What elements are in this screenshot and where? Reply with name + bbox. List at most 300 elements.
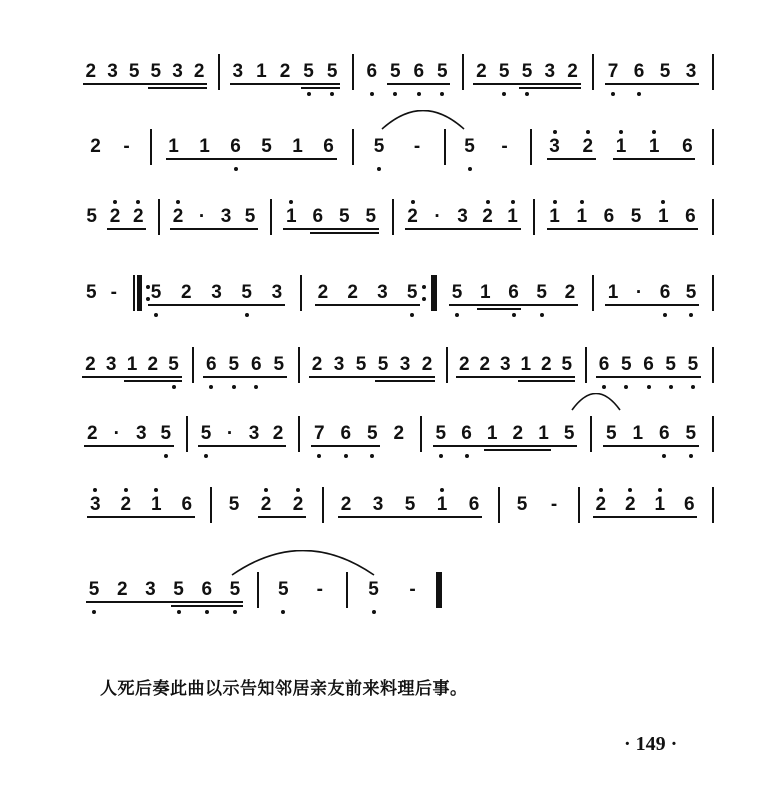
underline-rhythm bbox=[148, 87, 207, 89]
note-6: 6 bbox=[181, 494, 193, 515]
note-3: 3 bbox=[685, 61, 697, 82]
note-5: 5 bbox=[128, 61, 140, 82]
dash-sustain: - bbox=[123, 136, 130, 157]
dot-extension: · bbox=[113, 423, 120, 444]
barline bbox=[530, 129, 532, 165]
underline-rhythm bbox=[83, 83, 207, 85]
note-2: 2 bbox=[86, 423, 98, 444]
note-2: 2 bbox=[311, 354, 323, 375]
note-5: 5 bbox=[86, 206, 97, 227]
barline bbox=[270, 199, 272, 235]
low-octave-dot bbox=[370, 454, 374, 458]
low-octave-dot bbox=[164, 454, 168, 458]
barline bbox=[298, 416, 300, 452]
barline bbox=[300, 275, 302, 311]
note-5: 5 bbox=[685, 423, 697, 444]
low-octave-dot bbox=[663, 313, 667, 317]
note-3: 3 bbox=[89, 494, 101, 515]
low-octave-dot bbox=[92, 610, 96, 614]
low-octave-dot bbox=[439, 454, 443, 458]
note-6: 6 bbox=[508, 282, 519, 303]
low-octave-dot bbox=[611, 92, 615, 96]
caption-text: 人死后奏此曲以示告知邻居亲友前来料理后事。 bbox=[100, 679, 468, 699]
underline-rhythm bbox=[166, 158, 337, 160]
dot-extension: · bbox=[198, 206, 206, 227]
underline-rhythm bbox=[405, 228, 521, 230]
high-octave-dot bbox=[553, 130, 557, 134]
underline-rhythm bbox=[311, 445, 380, 447]
low-octave-dot bbox=[512, 313, 516, 317]
high-octave-dot bbox=[586, 130, 590, 134]
note-6: 6 bbox=[603, 206, 615, 227]
note-5: 5 bbox=[435, 423, 447, 444]
low-octave-dot bbox=[154, 313, 158, 317]
note-6: 6 bbox=[366, 61, 378, 82]
note-5: 5 bbox=[665, 354, 676, 375]
barline bbox=[712, 275, 714, 311]
underline-rhythm bbox=[107, 228, 146, 230]
low-octave-dot bbox=[205, 610, 209, 614]
dash-sustain: - bbox=[110, 282, 117, 303]
barline bbox=[592, 275, 594, 311]
high-octave-dot bbox=[628, 488, 632, 492]
note-5: 5 bbox=[389, 61, 401, 82]
low-octave-dot bbox=[307, 92, 311, 96]
note-1: 1 bbox=[538, 423, 549, 444]
note-5: 5 bbox=[605, 423, 617, 444]
note-1: 1 bbox=[615, 136, 627, 157]
note-6: 6 bbox=[598, 354, 610, 375]
barline bbox=[133, 275, 135, 311]
note-2: 2 bbox=[90, 136, 101, 157]
note-2: 2 bbox=[116, 579, 128, 600]
note-2: 2 bbox=[458, 354, 470, 375]
note-5: 5 bbox=[160, 423, 172, 444]
note-5: 5 bbox=[563, 423, 575, 444]
high-octave-dot bbox=[296, 488, 300, 492]
note-1: 1 bbox=[436, 494, 448, 515]
low-octave-dot bbox=[691, 385, 695, 389]
tie-slur bbox=[570, 393, 622, 411]
underline-rhythm bbox=[519, 87, 581, 89]
barline bbox=[712, 347, 714, 383]
note-1: 1 bbox=[576, 206, 588, 227]
note-2: 2 bbox=[317, 282, 329, 303]
high-octave-dot bbox=[652, 130, 656, 134]
note-3: 3 bbox=[399, 354, 411, 375]
high-octave-dot bbox=[113, 200, 117, 204]
note-6: 6 bbox=[323, 136, 334, 157]
dash-sustain: - bbox=[413, 136, 421, 157]
dot-extension: · bbox=[226, 423, 234, 444]
final-barline bbox=[436, 572, 441, 608]
high-octave-dot bbox=[599, 488, 603, 492]
tie-slur bbox=[380, 110, 466, 130]
underline-rhythm bbox=[603, 445, 699, 447]
barline bbox=[712, 416, 714, 452]
note-2: 2 bbox=[109, 206, 121, 227]
note-2: 2 bbox=[85, 354, 96, 375]
note-5: 5 bbox=[498, 61, 510, 82]
underline-rhythm bbox=[310, 232, 379, 234]
barline bbox=[192, 347, 194, 383]
barline bbox=[352, 129, 354, 165]
note-3: 3 bbox=[499, 354, 511, 375]
barline bbox=[712, 199, 714, 235]
low-octave-dot bbox=[344, 454, 348, 458]
barline bbox=[712, 54, 714, 90]
low-octave-dot bbox=[232, 385, 236, 389]
note-1: 1 bbox=[150, 494, 162, 515]
underline-rhythm bbox=[86, 601, 243, 603]
note-6: 6 bbox=[468, 494, 480, 515]
high-octave-dot bbox=[553, 200, 557, 204]
note-5: 5 bbox=[368, 579, 379, 600]
note-2: 2 bbox=[172, 206, 184, 227]
high-octave-dot bbox=[176, 200, 180, 204]
note-5: 5 bbox=[436, 61, 448, 82]
low-octave-dot bbox=[689, 454, 693, 458]
note-5: 5 bbox=[521, 61, 533, 82]
note-1: 1 bbox=[657, 206, 669, 227]
barline bbox=[257, 572, 259, 608]
barline bbox=[592, 54, 594, 90]
barline bbox=[446, 347, 448, 383]
note-7: 7 bbox=[607, 61, 619, 82]
underline-rhythm bbox=[605, 83, 699, 85]
note-3: 3 bbox=[172, 61, 183, 82]
note-2: 2 bbox=[340, 494, 352, 515]
note-6: 6 bbox=[633, 61, 645, 82]
note-6: 6 bbox=[205, 354, 217, 375]
underline-rhythm bbox=[203, 376, 287, 378]
high-octave-dot bbox=[136, 200, 140, 204]
underline-rhythm bbox=[258, 516, 306, 518]
low-octave-dot bbox=[669, 385, 673, 389]
note-5: 5 bbox=[261, 136, 272, 157]
note-5: 5 bbox=[366, 423, 378, 444]
note-6: 6 bbox=[682, 136, 693, 157]
underline-rhythm bbox=[477, 308, 521, 310]
underline-rhythm bbox=[593, 516, 698, 518]
underline-rhythm bbox=[613, 158, 695, 160]
note-3: 3 bbox=[549, 136, 560, 157]
note-1: 1 bbox=[199, 136, 210, 157]
note-5: 5 bbox=[451, 282, 463, 303]
low-octave-dot bbox=[372, 610, 376, 614]
low-octave-dot bbox=[209, 385, 213, 389]
note-5: 5 bbox=[229, 579, 241, 600]
repeat-end-thick bbox=[431, 275, 436, 311]
low-octave-dot bbox=[317, 454, 321, 458]
note-3: 3 bbox=[457, 206, 468, 227]
repeat-dot bbox=[422, 285, 426, 289]
note-5: 5 bbox=[150, 61, 162, 82]
high-octave-dot bbox=[124, 488, 128, 492]
low-octave-dot bbox=[602, 385, 606, 389]
underline-rhythm bbox=[170, 228, 258, 230]
note-2: 2 bbox=[260, 494, 272, 515]
note-2: 2 bbox=[193, 61, 205, 82]
low-octave-dot bbox=[204, 454, 208, 458]
note-5: 5 bbox=[373, 136, 385, 157]
note-6: 6 bbox=[413, 61, 425, 82]
underline-rhythm bbox=[171, 605, 243, 607]
note-2: 2 bbox=[512, 423, 524, 444]
underline-rhythm bbox=[518, 380, 575, 382]
underline-rhythm bbox=[484, 449, 551, 451]
high-octave-dot bbox=[264, 488, 268, 492]
note-2: 2 bbox=[564, 282, 576, 303]
note-2: 2 bbox=[272, 423, 284, 444]
barline bbox=[420, 416, 422, 452]
underline-rhythm bbox=[148, 304, 285, 306]
note-2: 2 bbox=[479, 354, 491, 375]
low-octave-dot bbox=[637, 92, 641, 96]
high-octave-dot bbox=[440, 488, 444, 492]
underline-rhythm bbox=[596, 376, 701, 378]
repeat-start-thick bbox=[137, 275, 142, 311]
high-octave-dot bbox=[511, 200, 515, 204]
note-6: 6 bbox=[340, 423, 352, 444]
high-octave-dot bbox=[93, 488, 97, 492]
low-octave-dot bbox=[234, 167, 238, 171]
note-2: 2 bbox=[567, 61, 578, 82]
note-5: 5 bbox=[621, 354, 632, 375]
low-octave-dot bbox=[440, 92, 444, 96]
barline bbox=[585, 347, 587, 383]
note-3: 3 bbox=[333, 354, 345, 375]
underline-rhythm bbox=[433, 445, 577, 447]
low-octave-dot bbox=[370, 92, 374, 96]
low-octave-dot bbox=[540, 313, 544, 317]
note-1: 1 bbox=[507, 206, 518, 227]
note-6: 6 bbox=[201, 579, 213, 600]
note-5: 5 bbox=[406, 282, 418, 303]
low-octave-dot bbox=[281, 610, 285, 614]
high-octave-dot bbox=[580, 200, 584, 204]
note-2: 2 bbox=[393, 423, 405, 444]
low-octave-dot bbox=[525, 92, 529, 96]
low-octave-dot bbox=[465, 454, 469, 458]
high-octave-dot bbox=[289, 200, 293, 204]
low-octave-dot bbox=[689, 313, 693, 317]
dash-sustain: - bbox=[316, 579, 323, 600]
note-3: 3 bbox=[105, 354, 117, 375]
note-3: 3 bbox=[232, 61, 244, 82]
note-6: 6 bbox=[230, 136, 241, 157]
note-5: 5 bbox=[150, 282, 162, 303]
note-1: 1 bbox=[285, 206, 297, 227]
note-5: 5 bbox=[630, 206, 642, 227]
note-5: 5 bbox=[365, 206, 377, 227]
barline bbox=[392, 199, 394, 235]
barline bbox=[462, 54, 464, 90]
note-6: 6 bbox=[658, 423, 670, 444]
underline-rhythm bbox=[198, 445, 286, 447]
note-5: 5 bbox=[273, 354, 285, 375]
note-3: 3 bbox=[107, 61, 118, 82]
high-octave-dot bbox=[411, 200, 415, 204]
underline-rhythm bbox=[283, 228, 379, 230]
underline-rhythm bbox=[605, 304, 699, 306]
dot-extension: · bbox=[635, 282, 643, 303]
note-6: 6 bbox=[250, 354, 262, 375]
note-2: 2 bbox=[595, 494, 607, 515]
note-2: 2 bbox=[120, 494, 132, 515]
dash-sustain: - bbox=[501, 136, 508, 157]
low-octave-dot bbox=[233, 610, 237, 614]
note-1: 1 bbox=[168, 136, 179, 157]
tie-slur bbox=[230, 550, 376, 576]
underline-rhythm bbox=[82, 376, 181, 378]
note-2: 2 bbox=[279, 61, 291, 82]
barline bbox=[298, 347, 300, 383]
note-3: 3 bbox=[135, 423, 147, 444]
high-octave-dot bbox=[154, 488, 158, 492]
note-1: 1 bbox=[520, 354, 532, 375]
high-octave-dot bbox=[619, 130, 623, 134]
note-5: 5 bbox=[536, 282, 547, 303]
note-2: 2 bbox=[292, 494, 304, 515]
note-1: 1 bbox=[632, 423, 644, 444]
note-6: 6 bbox=[643, 354, 654, 375]
repeat-dot bbox=[146, 297, 150, 301]
underline-rhythm bbox=[449, 304, 578, 306]
note-5: 5 bbox=[561, 354, 573, 375]
note-5: 5 bbox=[326, 61, 338, 82]
note-6: 6 bbox=[659, 282, 671, 303]
barline bbox=[150, 129, 152, 165]
note-5: 5 bbox=[355, 354, 367, 375]
note-2: 2 bbox=[624, 494, 636, 515]
note-6: 6 bbox=[683, 494, 695, 515]
low-octave-dot bbox=[417, 92, 421, 96]
note-1: 1 bbox=[480, 282, 491, 303]
note-3: 3 bbox=[372, 494, 384, 515]
low-octave-dot bbox=[468, 167, 472, 171]
note-2: 2 bbox=[540, 354, 552, 375]
barline bbox=[158, 199, 160, 235]
low-octave-dot bbox=[662, 454, 666, 458]
low-octave-dot bbox=[410, 313, 414, 317]
note-5: 5 bbox=[687, 354, 699, 375]
low-octave-dot bbox=[177, 610, 181, 614]
barline bbox=[352, 54, 354, 90]
note-5: 5 bbox=[168, 354, 179, 375]
low-octave-dot bbox=[172, 385, 176, 389]
note-1: 1 bbox=[549, 206, 560, 227]
low-octave-dot bbox=[624, 385, 628, 389]
note-5: 5 bbox=[516, 494, 528, 515]
note-2: 2 bbox=[476, 61, 487, 82]
note-2: 2 bbox=[85, 61, 97, 82]
barline bbox=[712, 487, 714, 523]
note-3: 3 bbox=[248, 423, 260, 444]
note-1: 1 bbox=[486, 423, 498, 444]
note-7: 7 bbox=[313, 423, 325, 444]
barline bbox=[498, 487, 500, 523]
barline bbox=[533, 199, 535, 235]
underline-rhythm bbox=[473, 83, 580, 85]
note-3: 3 bbox=[145, 579, 156, 600]
note-1: 1 bbox=[126, 354, 138, 375]
page-number: · 149 · bbox=[624, 733, 678, 755]
high-octave-dot bbox=[486, 200, 490, 204]
underline-rhythm bbox=[338, 516, 482, 518]
underline-rhythm bbox=[387, 83, 450, 85]
note-5: 5 bbox=[241, 282, 252, 303]
dash-sustain: - bbox=[550, 494, 558, 515]
note-3: 3 bbox=[271, 282, 283, 303]
note-1: 1 bbox=[648, 136, 660, 157]
barline bbox=[590, 416, 592, 452]
underline-rhythm bbox=[301, 87, 341, 89]
note-2: 2 bbox=[147, 354, 159, 375]
note-1: 1 bbox=[256, 61, 267, 82]
dot-extension: · bbox=[434, 206, 441, 227]
barline bbox=[210, 487, 212, 523]
note-2: 2 bbox=[133, 206, 144, 227]
underline-rhythm bbox=[84, 445, 174, 447]
underline-rhythm bbox=[375, 380, 435, 382]
note-5: 5 bbox=[228, 494, 240, 515]
note-5: 5 bbox=[659, 61, 671, 82]
barline bbox=[186, 416, 188, 452]
low-octave-dot bbox=[647, 385, 651, 389]
low-octave-dot bbox=[455, 313, 459, 317]
note-5: 5 bbox=[85, 282, 97, 303]
note-5: 5 bbox=[244, 206, 256, 227]
note-5: 5 bbox=[173, 579, 184, 600]
underline-rhythm bbox=[547, 228, 699, 230]
note-5: 5 bbox=[338, 206, 350, 227]
underline-rhythm bbox=[547, 158, 596, 160]
note-3: 3 bbox=[544, 61, 556, 82]
barline bbox=[218, 54, 220, 90]
underline-rhythm bbox=[309, 376, 435, 378]
barline bbox=[712, 129, 714, 165]
barline bbox=[346, 572, 348, 608]
note-2: 2 bbox=[421, 354, 433, 375]
note-2: 2 bbox=[407, 206, 418, 227]
repeat-dot bbox=[422, 297, 426, 301]
low-octave-dot bbox=[330, 92, 334, 96]
low-octave-dot bbox=[393, 92, 397, 96]
note-5: 5 bbox=[88, 579, 100, 600]
note-5: 5 bbox=[228, 354, 240, 375]
barline bbox=[322, 487, 324, 523]
high-octave-dot bbox=[661, 200, 665, 204]
barline bbox=[578, 487, 580, 523]
underline-rhythm bbox=[315, 304, 420, 306]
note-3: 3 bbox=[377, 282, 388, 303]
note-2: 2 bbox=[482, 206, 493, 227]
note-5: 5 bbox=[377, 354, 389, 375]
low-octave-dot bbox=[502, 92, 506, 96]
note-5: 5 bbox=[200, 423, 212, 444]
note-1: 1 bbox=[654, 494, 666, 515]
high-octave-dot bbox=[658, 488, 662, 492]
note-6: 6 bbox=[685, 206, 696, 227]
note-3: 3 bbox=[211, 282, 222, 303]
note-1: 1 bbox=[607, 282, 619, 303]
note-2: 2 bbox=[582, 136, 594, 157]
note-5: 5 bbox=[277, 579, 289, 600]
note-1: 1 bbox=[292, 136, 303, 157]
underline-rhythm bbox=[230, 83, 340, 85]
dash-sustain: - bbox=[409, 579, 416, 600]
